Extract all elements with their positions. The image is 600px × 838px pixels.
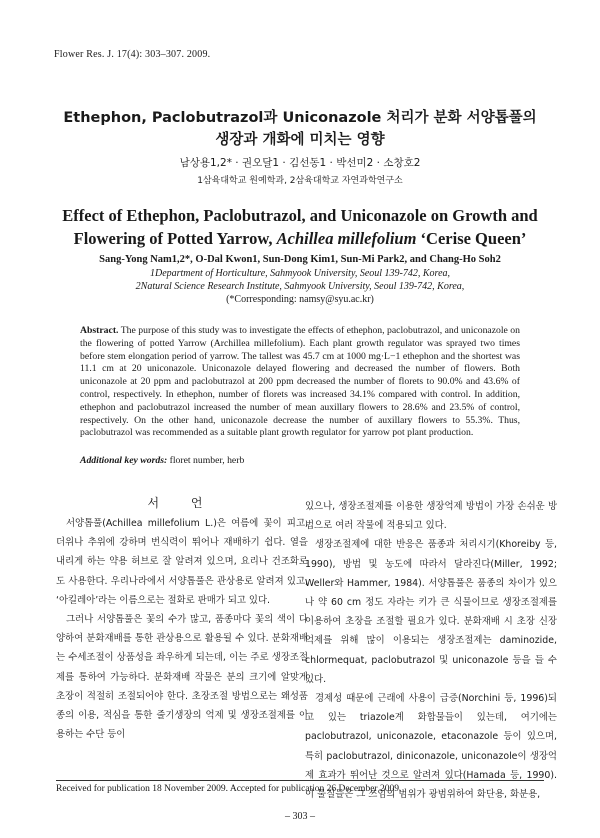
abstract [80, 325, 520, 440]
korean-title [40, 107, 560, 151]
received-note: Received for publication 18 November 2009. Accepted for publication 26 December 2009. [56, 784, 402, 794]
english-affiliations [40, 268, 560, 293]
english-authors: Sang-Yong Nam1,2*, O-Dal Kwon1, Sun-Dong Kim1, Sun-Mi Park2, and Chang-Ho Soh2 [99, 254, 501, 265]
paragraph: 생장조절제에 대한 반응은 품종과 처리시기(Khoreiby 등, 1990), 방법 및 농도에 따라서 달라진다(Miller, 1992; Weller와 Hammer, 1984). 서양톱풀은 품종의 차이가 있으나 약 60 cm 정도 자라는 키가 큰 식물이므로 생장조절제를 이용하여 초장을 조절할 필요가 있다. 분화재배 시 초장 신장 억제를 위해 많이 이용되는 생장조절제는 daminozide, chlormequat, paclobutrazol 및 uniconazole 등을 들 수 있다. [305, 539, 557, 685]
keywords-label: Additional key words: [80, 455, 168, 466]
korean-authors: 남상용1,2* · 권오달1 · 김선동1 · 박선미2 · 소창호2 [179, 157, 421, 169]
affiliation-2: 2Natural Science Research Institute, Sahmyook University, Seoul 139-742, Korea, [135, 280, 465, 292]
paragraph: 서양톱풀(Achillea millefolium L.)은 여름에 꽃이 피고, 더위나 추위에 강하며 번식력이 뛰어나 재배하기 쉽다. 열을 내리게 하는 약용 허브로 잘 알려져 있으며, 요리나 건조화로도 사용한다. 우리나라에서 서양톱풀은 관상용로 알려져 있고, ‘아킬레아’라는 이름으로는 절화로 판매가 되고 있다. [56, 518, 308, 606]
paragraph: 경제성 때문에 근래에 사용이 급증(Norchini 등, 1996)되고 있는 triazole계 화합물들이 있는데, 여기에는 paclobutrazol, uniconazole, etaconazole 등이 있으며, 특히 paclobutrazol, diniconazole, uniconazole이 생장억제 효과가 뛰어난 것으로 알려져 있다(Hamada 등, 1990). 이 물질들은 그 쓰임의 범위가 광범위하여 화단용, 화분용, [305, 693, 557, 801]
abstract-label: Abstract. [80, 325, 119, 336]
title-prefix: Flowering of Potted Yarrow, [73, 229, 277, 248]
section-heading-introduction: 서 언 [147, 496, 217, 510]
journal-citation: Flower Res. J. 17(4): 303–307. 2009. [54, 49, 211, 60]
korean-title-line-2: 생장과 개화에 미치는 영향 [215, 132, 385, 148]
keywords [80, 455, 244, 466]
title-suffix: ‘Cerise Queen’ [416, 229, 527, 248]
paragraph: 그러나 서양톱풀은 꽃의 수가 많고, 품종마다 꽃의 색이 다양하여 분화재배를 통한 관상용으로 활용될 수 있다. 분화재배는 수세조절이 상품성을 좌우하게 되는데, 이는 주로 생장조절제를 통하여 가능하다. 분화재배 작물은 분의 크기에 알맞게 초장이 적절히 조절되어야 한다. 초장조절 방법으로는 왜성품종의 이용, 적심을 통한 줄기생장의 억제 및 생장조절제를 이용하는 수단 등이 [56, 614, 308, 741]
english-title [40, 204, 560, 250]
title-species: Achillea millefolium [276, 229, 417, 248]
keywords-text: floret number, herb [169, 455, 245, 466]
abstract-text: The purpose of this study was to investigate the effects of ethephon, paclobutrazol, and uniconazole on the flowering of potted Yarrow (Archillea millefolium). Each plant growth regulator was sprayed two times before stem elongation period of yarrow. The tallest was 45.7 cm at 1000 mg·L−1 ethephon and the shortest was 11.1 cm at 20 uniconazole. Uniconazole delayed flowering and decreased the number of flowers. Both uniconazole at 20 ppm and paclobutrazol at 200 ppm decreased the number of florets to 90.0% and 43.6% of control, respectively. In ethephon, number of florets was increased 34.1% compared with control. In addition, ethephon and paclobutrazol increased the number of mean auxillary flowers to 28.6% and 23.5% of control, respectively. On the other hand, uniconazole decrease the number of auxillary flowers to 55.3%. Thus, paclobutrazol was recommended as a suitable plant growth regulator for yarrow pot plant production. [80, 325, 520, 439]
left-column [56, 514, 308, 744]
english-title-line-1: Effect of Ethephon, Paclobutrazol, and Uniconazole on Growth and [62, 206, 538, 225]
corresponding-author: (*Corresponding: namsy@syu.ac.kr) [226, 294, 374, 305]
paragraph: 있으나, 생장조절제를 이용한 생장억제 방법이 가장 손쉬운 방법으로 여러 작물에 적용되고 있다. [305, 501, 557, 532]
right-column [305, 497, 557, 804]
page-number: – 303 – [285, 811, 315, 822]
affiliation-1: 1Department of Horticulture, Sahmyook University, Seoul 139-742, Korea, [149, 268, 451, 279]
korean-affiliation: 1삼육대학교 원예학과, 2삼육대학교 자연과학연구소 [197, 176, 403, 186]
korean-title-line-1: Ethephon, Paclobutrazol과 Uniconazole 처리가 분화 서양톱풀의 [63, 110, 537, 126]
english-title-line-2 [40, 227, 560, 250]
footnote-divider [56, 780, 544, 781]
